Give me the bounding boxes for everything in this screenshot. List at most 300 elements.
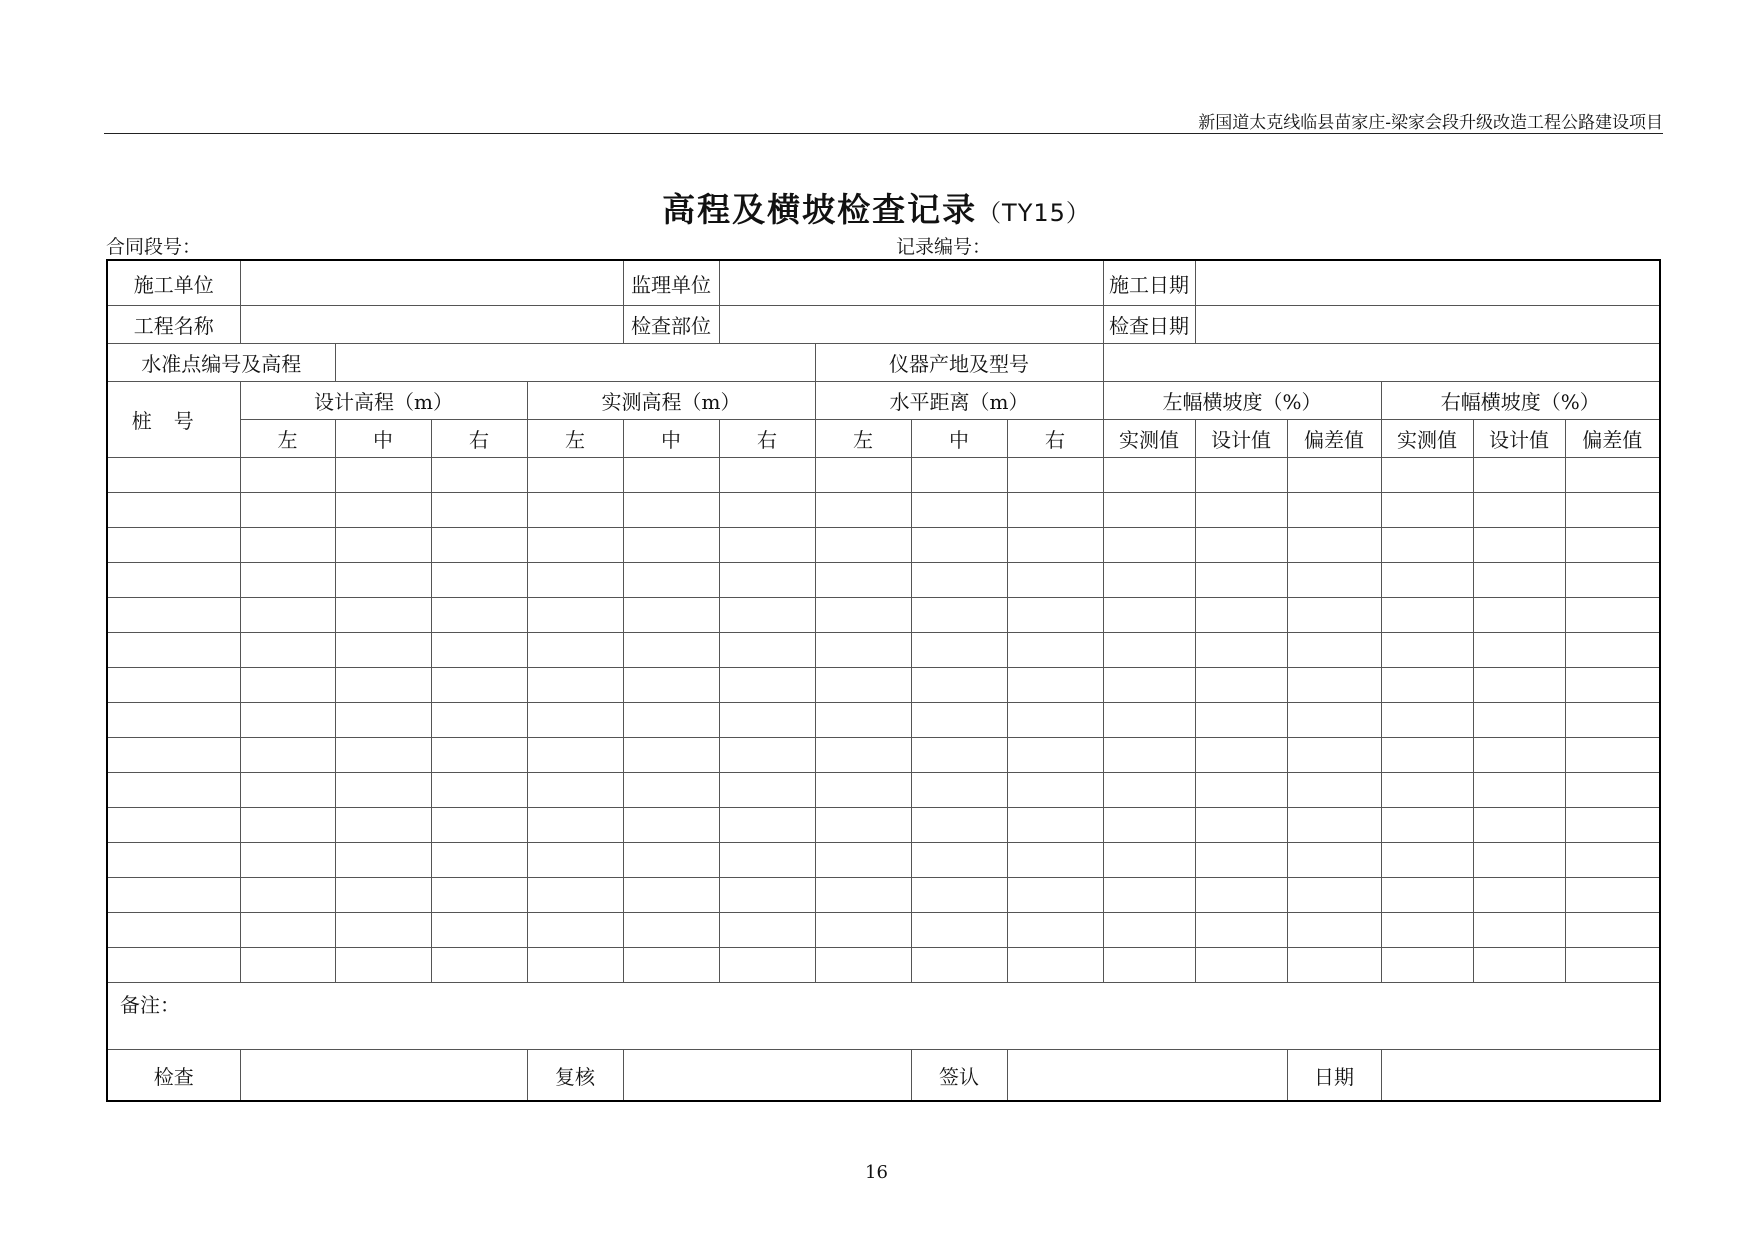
table-cell[interactable]	[1103, 493, 1195, 528]
table-cell[interactable]	[815, 458, 911, 493]
table-cell[interactable]	[911, 878, 1007, 913]
table-cell[interactable]	[1565, 878, 1660, 913]
table-cell[interactable]	[623, 878, 719, 913]
table-cell[interactable]	[815, 493, 911, 528]
sign-label: 签认	[911, 1050, 1007, 1102]
table-cell[interactable]	[911, 703, 1007, 738]
info-row-3	[107, 344, 1660, 382]
table-cell[interactable]	[911, 808, 1007, 843]
table-cell[interactable]	[107, 773, 240, 808]
table-cell[interactable]	[1103, 458, 1195, 493]
table-cell[interactable]	[1287, 913, 1381, 948]
table-cell[interactable]	[240, 633, 335, 668]
table-cell[interactable]	[1381, 528, 1473, 563]
table-cell[interactable]	[240, 668, 335, 703]
measured-middle-header: 中	[623, 420, 719, 458]
table-cell[interactable]	[1103, 878, 1195, 913]
table-cell[interactable]	[527, 493, 623, 528]
table-cell[interactable]	[1565, 528, 1660, 563]
table-cell[interactable]	[1195, 703, 1287, 738]
table-cell[interactable]	[911, 633, 1007, 668]
table-cell[interactable]	[815, 528, 911, 563]
table-cell[interactable]	[1103, 528, 1195, 563]
table-cell[interactable]	[107, 843, 240, 878]
table-cell[interactable]	[815, 773, 911, 808]
table-cell[interactable]	[1473, 633, 1565, 668]
table-cell[interactable]	[1103, 738, 1195, 773]
project-name-field[interactable]	[240, 306, 623, 344]
check-field[interactable]	[240, 1050, 527, 1102]
table-cell[interactable]	[240, 773, 335, 808]
table-cell[interactable]	[1473, 808, 1565, 843]
table-cell[interactable]	[335, 738, 431, 773]
sign-field[interactable]	[1007, 1050, 1287, 1102]
table-cell[interactable]	[1007, 878, 1103, 913]
table-cell[interactable]	[240, 563, 335, 598]
table-cell[interactable]	[1195, 598, 1287, 633]
table-cell[interactable]	[431, 668, 527, 703]
table-cell[interactable]	[1007, 633, 1103, 668]
table-row	[107, 598, 1660, 633]
table-cell[interactable]	[335, 808, 431, 843]
table-cell[interactable]	[719, 808, 815, 843]
table-cell[interactable]	[1287, 738, 1381, 773]
table-cell[interactable]	[107, 948, 240, 983]
table-cell[interactable]	[1007, 913, 1103, 948]
table-cell[interactable]	[1007, 948, 1103, 983]
table-cell[interactable]	[623, 948, 719, 983]
table-cell[interactable]	[1565, 948, 1660, 983]
design-right-header: 右	[431, 420, 527, 458]
table-row	[107, 633, 1660, 668]
info-row-2	[107, 306, 1660, 344]
table-cell[interactable]	[719, 668, 815, 703]
table-cell[interactable]	[1287, 808, 1381, 843]
table-cell[interactable]	[719, 598, 815, 633]
table-cell[interactable]	[431, 703, 527, 738]
table-cell[interactable]	[431, 458, 527, 493]
table-cell[interactable]	[1103, 843, 1195, 878]
table-cell[interactable]	[1473, 878, 1565, 913]
column-header-row-1	[107, 382, 1660, 420]
pile-number-header: 桩号	[107, 382, 240, 458]
table-row	[107, 528, 1660, 563]
header-divider	[104, 133, 1663, 134]
table-cell[interactable]	[431, 773, 527, 808]
date-field[interactable]	[1381, 1050, 1660, 1102]
table-cell[interactable]	[1195, 563, 1287, 598]
table-cell[interactable]	[335, 598, 431, 633]
table-cell[interactable]	[527, 598, 623, 633]
table-row	[107, 703, 1660, 738]
table-row	[107, 493, 1660, 528]
table-cell[interactable]	[240, 913, 335, 948]
table-cell[interactable]	[431, 738, 527, 773]
inspection-part-field[interactable]	[719, 306, 1103, 344]
table-cell[interactable]	[1007, 773, 1103, 808]
table-cell[interactable]	[527, 948, 623, 983]
table-cell[interactable]	[623, 598, 719, 633]
table-cell[interactable]	[335, 703, 431, 738]
table-cell[interactable]	[719, 738, 815, 773]
table-cell[interactable]	[1473, 738, 1565, 773]
table-cell[interactable]	[1565, 843, 1660, 878]
table-cell[interactable]	[1287, 773, 1381, 808]
table-cell[interactable]	[1195, 458, 1287, 493]
table-cell[interactable]	[1473, 948, 1565, 983]
table-cell[interactable]	[623, 493, 719, 528]
table-cell[interactable]	[335, 668, 431, 703]
table-cell[interactable]	[1473, 493, 1565, 528]
table-cell[interactable]	[815, 738, 911, 773]
table-cell[interactable]	[1381, 493, 1473, 528]
table-cell[interactable]	[815, 808, 911, 843]
table-cell[interactable]	[240, 703, 335, 738]
left-design-header: 设计值	[1195, 420, 1287, 458]
table-cell[interactable]	[911, 458, 1007, 493]
table-cell[interactable]	[1473, 528, 1565, 563]
table-cell[interactable]	[1195, 668, 1287, 703]
table-cell[interactable]	[240, 493, 335, 528]
table-cell[interactable]	[1473, 458, 1565, 493]
table-cell[interactable]	[911, 493, 1007, 528]
supervisor-field[interactable]	[719, 260, 1103, 306]
table-cell[interactable]	[107, 493, 240, 528]
table-cell[interactable]	[815, 843, 911, 878]
table-cell[interactable]	[1007, 493, 1103, 528]
distance-middle-header: 中	[911, 420, 1007, 458]
table-cell[interactable]	[719, 458, 815, 493]
table-cell[interactable]	[623, 633, 719, 668]
table-cell[interactable]	[1103, 913, 1195, 948]
table-cell[interactable]	[1565, 773, 1660, 808]
measured-left-header: 左	[527, 420, 623, 458]
table-cell[interactable]	[1565, 808, 1660, 843]
table-cell[interactable]	[527, 913, 623, 948]
table-cell[interactable]	[623, 563, 719, 598]
table-cell[interactable]	[719, 843, 815, 878]
table-cell[interactable]	[623, 668, 719, 703]
table-row	[107, 738, 1660, 773]
table-cell[interactable]	[1381, 843, 1473, 878]
table-cell[interactable]	[1007, 668, 1103, 703]
table-cell[interactable]	[1103, 668, 1195, 703]
table-cell[interactable]	[1103, 773, 1195, 808]
table-cell[interactable]	[240, 738, 335, 773]
table-cell[interactable]	[431, 948, 527, 983]
table-cell[interactable]	[431, 843, 527, 878]
table-cell[interactable]	[1287, 598, 1381, 633]
column-header-row-2	[107, 420, 1660, 458]
table-cell[interactable]	[1103, 948, 1195, 983]
table-row	[107, 878, 1660, 913]
table-cell[interactable]	[335, 843, 431, 878]
table-cell[interactable]	[911, 563, 1007, 598]
table-cell[interactable]	[1473, 843, 1565, 878]
table-cell[interactable]	[107, 703, 240, 738]
table-cell[interactable]	[1103, 598, 1195, 633]
remarks-field[interactable]	[107, 983, 1660, 1050]
info-row-1	[107, 260, 1660, 306]
review-field[interactable]	[623, 1050, 911, 1102]
table-cell[interactable]	[1381, 913, 1473, 948]
table-cell[interactable]	[107, 633, 240, 668]
measured-right-header: 右	[719, 420, 815, 458]
table-cell[interactable]	[1381, 878, 1473, 913]
table-cell[interactable]	[1381, 703, 1473, 738]
table-cell[interactable]	[1381, 773, 1473, 808]
table-cell[interactable]	[107, 913, 240, 948]
table-cell[interactable]	[815, 948, 911, 983]
table-cell[interactable]	[911, 913, 1007, 948]
instrument-field[interactable]	[1103, 344, 1660, 382]
table-cell[interactable]	[527, 808, 623, 843]
table-cell[interactable]	[527, 773, 623, 808]
table-cell[interactable]	[911, 598, 1007, 633]
table-cell[interactable]	[719, 948, 815, 983]
table-cell[interactable]	[719, 913, 815, 948]
table-cell[interactable]	[1195, 913, 1287, 948]
table-cell[interactable]	[815, 563, 911, 598]
inspection-date-field[interactable]	[1195, 306, 1660, 344]
table-cell[interactable]	[719, 563, 815, 598]
table-cell[interactable]	[1007, 703, 1103, 738]
contractor-label: 施工单位	[107, 260, 240, 306]
table-cell[interactable]	[527, 633, 623, 668]
table-cell[interactable]	[1473, 563, 1565, 598]
table-cell[interactable]	[1007, 843, 1103, 878]
table-cell[interactable]	[815, 668, 911, 703]
table-cell[interactable]	[1103, 633, 1195, 668]
table-cell[interactable]	[815, 878, 911, 913]
table-cell[interactable]	[335, 948, 431, 983]
remarks-row	[107, 983, 1660, 1050]
table-cell[interactable]	[623, 843, 719, 878]
record-number-label: 记录编号：	[896, 236, 992, 258]
table-cell[interactable]	[1381, 598, 1473, 633]
table-cell[interactable]	[240, 843, 335, 878]
table-cell[interactable]	[240, 458, 335, 493]
table-cell[interactable]	[1287, 703, 1381, 738]
table-cell[interactable]	[1565, 493, 1660, 528]
table-cell[interactable]	[1287, 878, 1381, 913]
table-cell[interactable]	[623, 808, 719, 843]
table-cell[interactable]	[623, 528, 719, 563]
table-cell[interactable]	[815, 913, 911, 948]
review-label: 复核	[527, 1050, 623, 1102]
table-cell[interactable]	[431, 493, 527, 528]
table-cell[interactable]	[911, 528, 1007, 563]
table-cell[interactable]	[1195, 738, 1287, 773]
table-cell[interactable]	[335, 633, 431, 668]
date-label: 日期	[1287, 1050, 1381, 1102]
table-cell[interactable]	[1473, 773, 1565, 808]
table-cell[interactable]	[1103, 703, 1195, 738]
table-cell[interactable]	[335, 773, 431, 808]
table-row	[107, 773, 1660, 808]
remarks-label: 备注：	[120, 993, 180, 1017]
table-cell[interactable]	[335, 493, 431, 528]
table-cell[interactable]	[527, 738, 623, 773]
table-cell[interactable]	[623, 738, 719, 773]
table-cell[interactable]	[335, 528, 431, 563]
table-cell[interactable]	[1565, 633, 1660, 668]
table-cell[interactable]	[1287, 493, 1381, 528]
table-cell[interactable]	[911, 668, 1007, 703]
table-cell[interactable]	[1473, 913, 1565, 948]
right-deviation-header: 偏差值	[1565, 420, 1660, 458]
table-cell[interactable]	[431, 528, 527, 563]
table-cell[interactable]	[527, 668, 623, 703]
table-cell[interactable]	[527, 843, 623, 878]
table-cell[interactable]	[527, 458, 623, 493]
table-cell[interactable]	[107, 563, 240, 598]
table-cell[interactable]	[911, 773, 1007, 808]
table-cell[interactable]	[527, 703, 623, 738]
table-cell[interactable]	[815, 598, 911, 633]
table-cell[interactable]	[431, 633, 527, 668]
table-cell[interactable]	[1195, 633, 1287, 668]
table-cell[interactable]	[431, 913, 527, 948]
table-cell[interactable]	[1007, 808, 1103, 843]
table-cell[interactable]	[527, 528, 623, 563]
table-cell[interactable]	[1103, 808, 1195, 843]
construction-date-field[interactable]	[1195, 260, 1660, 306]
table-row	[107, 843, 1660, 878]
table-cell[interactable]	[1381, 738, 1473, 773]
instrument-label: 仪器产地及型号	[815, 344, 1103, 382]
table-cell[interactable]	[815, 633, 911, 668]
table-cell[interactable]	[623, 913, 719, 948]
form-title-text: 高程及横坡检查记录	[662, 190, 978, 229]
table-cell[interactable]	[335, 878, 431, 913]
table-cell[interactable]	[1565, 913, 1660, 948]
table-cell[interactable]	[719, 528, 815, 563]
table-cell[interactable]	[1195, 808, 1287, 843]
table-cell[interactable]	[431, 563, 527, 598]
benchmark-field[interactable]	[335, 344, 815, 382]
table-cell[interactable]	[719, 633, 815, 668]
table-cell[interactable]	[107, 598, 240, 633]
table-cell[interactable]	[623, 773, 719, 808]
table-cell[interactable]	[1381, 563, 1473, 598]
table-cell[interactable]	[1381, 808, 1473, 843]
table-cell[interactable]	[1195, 948, 1287, 983]
table-cell[interactable]	[1287, 948, 1381, 983]
table-cell[interactable]	[335, 563, 431, 598]
table-cell[interactable]	[1287, 843, 1381, 878]
table-cell[interactable]	[107, 458, 240, 493]
table-cell[interactable]	[1473, 703, 1565, 738]
table-cell[interactable]	[623, 458, 719, 493]
table-cell[interactable]	[1565, 598, 1660, 633]
table-cell[interactable]	[1287, 668, 1381, 703]
signature-row	[107, 1050, 1660, 1102]
table-cell[interactable]	[911, 843, 1007, 878]
table-cell[interactable]	[1565, 668, 1660, 703]
table-cell[interactable]	[1287, 458, 1381, 493]
table-cell[interactable]	[1195, 773, 1287, 808]
table-cell[interactable]	[911, 738, 1007, 773]
page-number: 16	[865, 1162, 888, 1183]
table-cell[interactable]	[1565, 738, 1660, 773]
table-cell[interactable]	[1381, 948, 1473, 983]
table-cell[interactable]	[335, 913, 431, 948]
table-cell[interactable]	[719, 703, 815, 738]
table-cell[interactable]	[107, 878, 240, 913]
table-cell[interactable]	[1007, 598, 1103, 633]
table-cell[interactable]	[107, 668, 240, 703]
table-cell[interactable]	[107, 528, 240, 563]
table-cell[interactable]	[527, 878, 623, 913]
distance-right-header: 右	[1007, 420, 1103, 458]
table-cell[interactable]	[719, 878, 815, 913]
table-cell[interactable]	[431, 808, 527, 843]
construction-date-label: 施工日期	[1103, 260, 1195, 306]
table-cell[interactable]	[240, 808, 335, 843]
table-cell[interactable]	[1195, 878, 1287, 913]
inspection-date-label: 检查日期	[1103, 306, 1195, 344]
table-cell[interactable]	[107, 808, 240, 843]
table-cell[interactable]	[1381, 633, 1473, 668]
table-cell[interactable]	[431, 598, 527, 633]
table-cell[interactable]	[240, 528, 335, 563]
table-cell[interactable]	[1565, 703, 1660, 738]
measured-elevation-header: 实测高程（m）	[527, 382, 815, 420]
contractor-field[interactable]	[240, 260, 623, 306]
table-cell[interactable]	[1007, 738, 1103, 773]
table-cell[interactable]	[1195, 493, 1287, 528]
inspection-part-label: 检查部位	[623, 306, 719, 344]
table-cell[interactable]	[1473, 668, 1565, 703]
table-cell[interactable]	[1473, 598, 1565, 633]
table-cell[interactable]	[1007, 528, 1103, 563]
table-cell[interactable]	[1565, 458, 1660, 493]
table-cell[interactable]	[1007, 563, 1103, 598]
table-cell[interactable]	[431, 878, 527, 913]
table-cell[interactable]	[1287, 528, 1381, 563]
table-cell[interactable]	[1287, 633, 1381, 668]
table-row	[107, 668, 1660, 703]
table-cell[interactable]	[623, 703, 719, 738]
table-cell[interactable]	[1007, 458, 1103, 493]
table-cell[interactable]	[240, 598, 335, 633]
table-cell[interactable]	[1103, 563, 1195, 598]
table-cell[interactable]	[107, 738, 240, 773]
table-cell[interactable]	[1195, 528, 1287, 563]
table-cell[interactable]	[527, 563, 623, 598]
table-cell[interactable]	[1287, 563, 1381, 598]
left-slope-header: 左幅横坡度（%）	[1103, 382, 1381, 420]
table-cell[interactable]	[719, 493, 815, 528]
table-cell[interactable]	[240, 948, 335, 983]
table-row	[107, 458, 1660, 493]
design-left-header: 左	[240, 420, 335, 458]
table-cell[interactable]	[719, 773, 815, 808]
table-cell[interactable]	[911, 948, 1007, 983]
table-cell[interactable]	[1565, 563, 1660, 598]
table-cell[interactable]	[815, 703, 911, 738]
table-cell[interactable]	[1381, 458, 1473, 493]
table-cell[interactable]	[335, 458, 431, 493]
benchmark-label: 水准点编号及高程	[107, 344, 335, 382]
right-slope-header: 右幅横坡度（%）	[1381, 382, 1660, 420]
table-cell[interactable]	[1381, 668, 1473, 703]
table-cell[interactable]	[240, 878, 335, 913]
form-code: （TY15）	[977, 199, 1091, 227]
table-cell[interactable]	[1195, 843, 1287, 878]
design-elevation-header: 设计高程（m）	[240, 382, 527, 420]
